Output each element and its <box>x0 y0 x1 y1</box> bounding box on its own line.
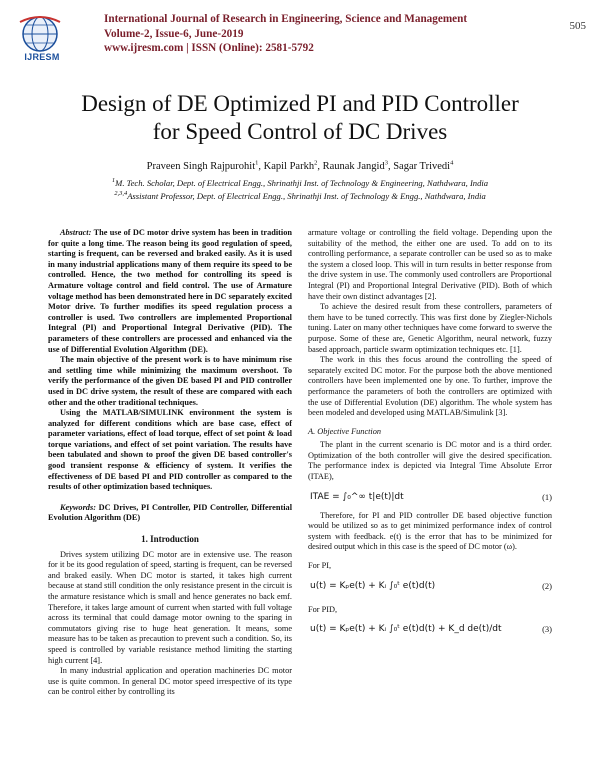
equation-text: ITAE = ∫₀^∞ t|e(t)|dt <box>310 491 404 502</box>
equation-label: For PID, <box>308 604 338 614</box>
journal-logo <box>14 14 66 64</box>
page-number: 505 <box>569 20 586 32</box>
body-paragraph: armature voltage or controlling the field voltage. Depending upon the suitability of the method, the either one are used. To add on to its controlling performance, a separate controller can be used so as to make the system a closed loop. This will in turn results in better response from the drive system in use. The commonly used controllers are Proportional Integral (PI) and Proportional Integral Derivative (PID). Both of which have their own distinct advantages [2]. <box>308 228 552 301</box>
abstract-paragraph <box>48 228 292 355</box>
journal-web-issn: www.ijresm.com | ISSN (Online): 2581-5792 <box>104 42 314 54</box>
equation-text: u(t) = Kₚe(t) + Kᵢ ∫₀ᵗ e(t)d(t) <box>310 580 436 591</box>
author-list: Praveen Singh Rajpurohit$^1$, Kapil Parkh$^2$, Raunak Jangid$^3$, Sagar Trivedi$^4$ <box>146 159 454 172</box>
equation-number: (3) <box>542 624 552 635</box>
author-sup: 1 <box>255 159 259 167</box>
body-paragraph: Therefore, for PI and PID controller DE based objective function would be utilized so as to get minimized performance index of control system with feedback. e(t) is the error that has to be minimized for desired output which in this case is the speed of DC motor (ω). <box>308 510 552 552</box>
keywords <box>48 503 292 524</box>
journal-volume: Volume-2, Issue-6, June-2019 <box>104 27 244 40</box>
equation-2 <box>308 575 552 597</box>
left-column <box>48 228 292 698</box>
subsection-heading: A. Objective Function <box>308 426 382 436</box>
paper-title <box>0 90 600 146</box>
journal-header <box>10 12 590 64</box>
author-name: Praveen Singh Rajpurohit <box>146 161 256 172</box>
globe-icon <box>14 14 66 54</box>
author-name: Sagar Trivedi <box>393 161 451 172</box>
affiliation-2 <box>0 191 600 201</box>
author-sup: 2 <box>314 159 318 167</box>
equation-number: (1) <box>542 491 552 502</box>
body-paragraph: Drives system utilizing DC motor are in extensive use. The reason for it be its good regulation of speed, starting is frequent, can be reversed and braked easily. When DC motor is started, it takes high current because at stand still condition the only resistance present in the circuit is the armature resistance which is small and hence generates no back emf. Therefore, it takes large amount of current when started with full voltage across its terminal that could damage motor owning to the sparing in commutators giving rise to huge heat generation. It means, some measure has to be taken as precaution to prevent such a condition. So, its speed is controlled by variable resistance method limiting the starting high current [4]. <box>48 549 292 665</box>
author-name: Raunak Jangid <box>322 161 385 172</box>
body-paragraph: The plant in the current scenario is DC motor and is a third order. Optimization of the both controller will give the desired specification. The performance index is depicted via Integral Time Absolute Error (ITAE), <box>308 440 552 482</box>
journal-info <box>104 12 467 56</box>
affiliation-1 <box>0 178 600 188</box>
keywords-text: DC Drives, PI Controller, PID Controller, Differential Evolution Algorithm (DE) <box>48 502 292 523</box>
abstract-label: Abstract: <box>60 228 92 237</box>
affiliation-text: Assistant Professor, Dept. of Electrical Engg., Shrinathji Inst. of Technology & Engg., Nathdwara, India <box>127 191 486 201</box>
author-sup: 3 <box>384 159 388 167</box>
title-line-2: for Speed Control of DC Drives <box>152 119 448 144</box>
right-column <box>308 228 552 643</box>
keywords-label: Keywords: <box>60 502 96 512</box>
author-name: Kapil Parkh <box>263 161 315 172</box>
body-paragraph: The work in this thes focus around the controlling the speed of separately excited DC motor. For the purpose both the above mentioned controllers have been implemented one by one. To further, improve the performance the parameters of both the controllers are optimized with the use of Differential Evolution (DE) algorithm. The whole system has been modeled and developed using MATLAB/Simulink [3]. <box>308 355 552 418</box>
equation-label: For PI, <box>308 561 332 571</box>
abstract-paragraph: The main objective of the present work is to have minimum rise and settling time while minimizing the maximum overshoot. To verify the performance of the given DE based PI and PID controller used in DC drive system, the result of these are compared with each other and the other traditional techniques. <box>48 355 292 407</box>
author-sup: 4 <box>450 159 454 167</box>
body-paragraph: In many industrial application and operation machineries DC motor use is quite common. In general DC motor speed irrespective of its type can be control either by controlling its <box>48 666 292 697</box>
body-paragraph: To achieve the desired result from these controllers, parameters of them have to be tuned correctly. This was first done by Ziegler-Nichols tuning. Later on many other techniques have come forward to swerve the purpose. Some of these are, Genetic Algorithm, neural network, fuzzy based approach, particle swarm optimization techniques etc. [1]. <box>308 302 552 354</box>
affiliation-sup: 2,3,4 <box>114 190 128 198</box>
equation-1 <box>308 486 552 508</box>
equation-text: u(t) = Kₚe(t) + Kᵢ ∫₀ᵗ e(t)d(t) + K_d de(t)/dt <box>310 624 502 635</box>
equation-number: (2) <box>542 580 552 591</box>
equation-3 <box>308 618 552 640</box>
journal-name: International Journal of Research in Engineering, Science and Management <box>104 13 468 25</box>
title-line-1: Design of DE Optimized PI and PID Controller <box>81 91 519 116</box>
logo-text: IJRESM <box>24 52 60 62</box>
affiliation-text: M. Tech. Scholar, Dept. of Electrical Engg., Shrinathji Inst. of Technology & Engineering, Nathdwara, India <box>115 178 489 188</box>
affiliation-sup: 1 <box>111 177 116 185</box>
abstract-paragraph: Using the MATLAB/SIMULINK environment the system is analyzed for different conditions which are base case, effect of parameter variations, effect of load torque, effect of set point & load torque variations, and effect of set point variation. The results have been tabulated and shown to proof the given DE based controller's good transient response & efficiency of system. It verifies the effectiveness of DE based PI and PID controller as compared to the results of other optimization based techniques. <box>48 408 292 492</box>
abstract-text: The use of DC motor drive system has been in tradition for quite a long time. The reason being its good regulation of speed, starting is frequent, can be reversed and braked easily. As it is used in many industrial applications many of them require its speed to be controlled. Hence, the two method for controlling its speed is Armature voltage control and field control. The use of Armature voltage method has been demonstrated here in DC separately excited Motor drive. To further modifies its speed regulation process a controller is used. Two controllers are implemented Proportional Integral (PI) and Proportional Integral Derivative (PID). The parameters of these controllers are processed and enhanced via the use of Differential Evolution Algorithm (DE). <box>48 228 292 354</box>
section-heading: 1. Introduction <box>141 534 199 545</box>
